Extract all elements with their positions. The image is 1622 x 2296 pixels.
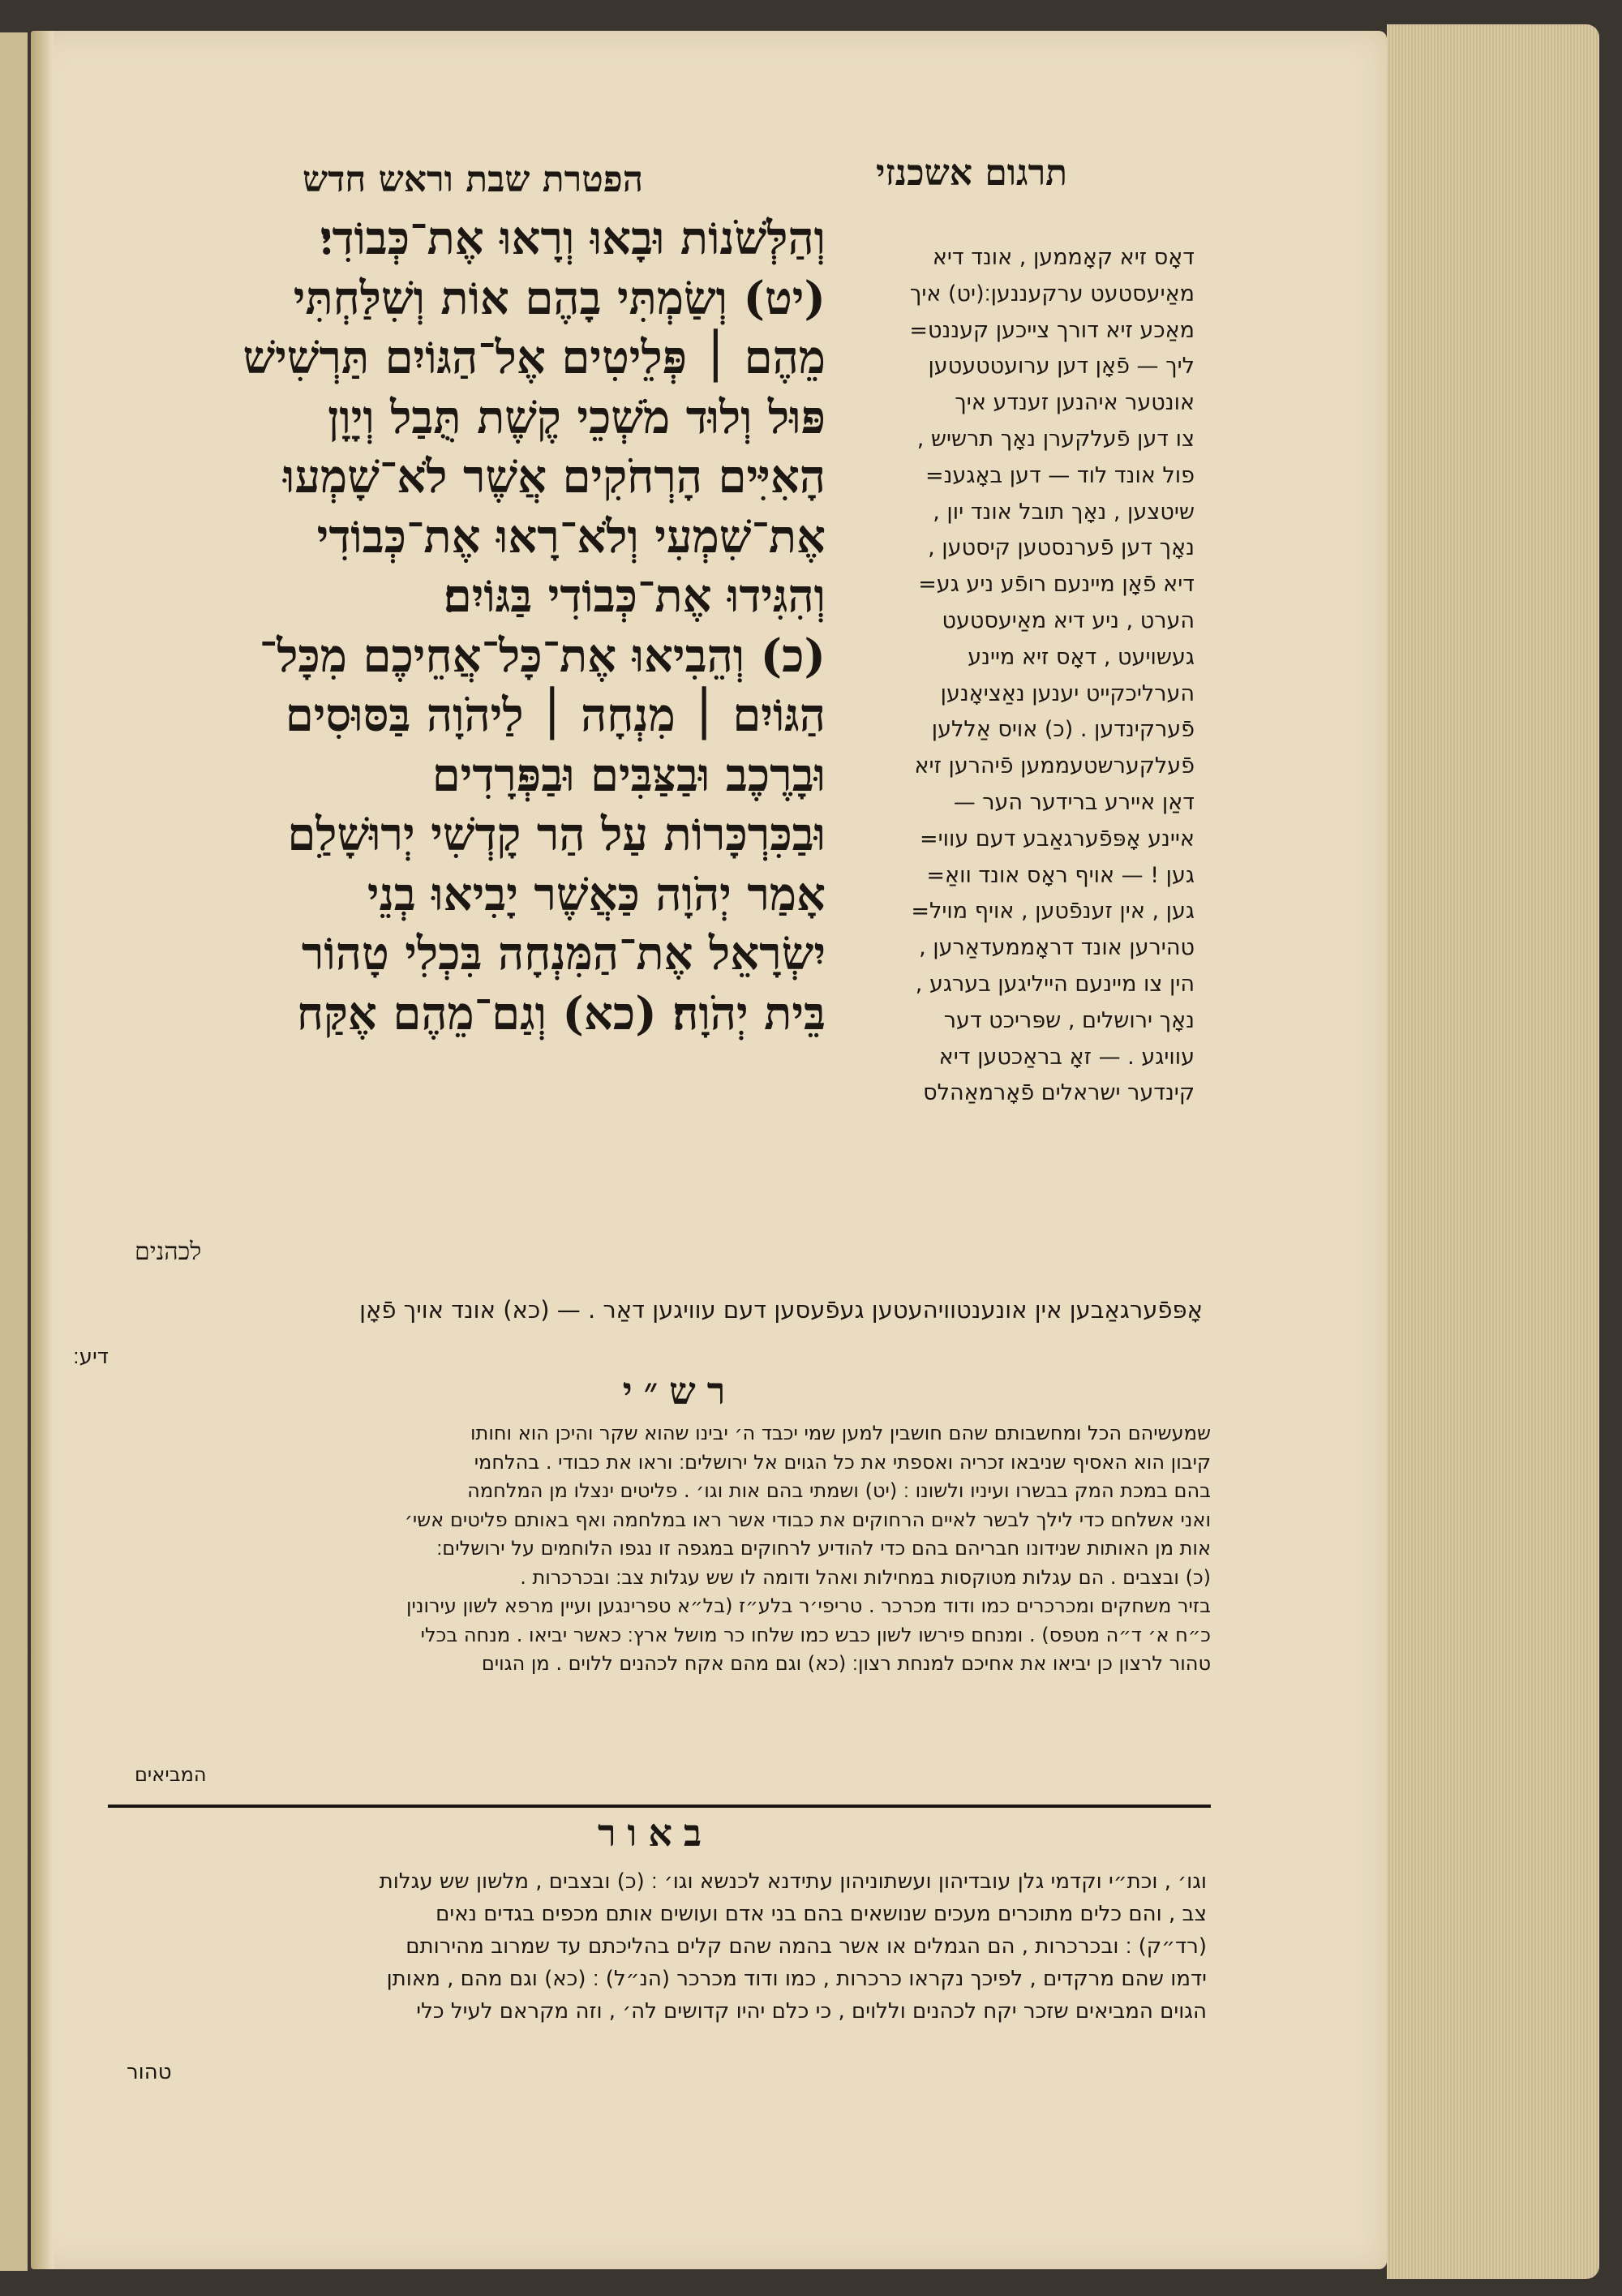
rashi-line: (כ) ובצבים . הם עגלות מטוקסות במחילות ואהל ודומה לו שש עגלות צב׃ ובכרכרות . xyxy=(520,1565,1211,1589)
biur-line: הגוים המביאים שזכר יקח לכהנים וללוים , כי כלם יהיו קדושים לה׳ , וזה מקראם לעיל כלי xyxy=(416,1999,1207,2023)
hebrew-line: בֵּית יְהֹוָה׃ (כא) וְגַם־מֵהֶם אֶקַּח xyxy=(296,986,826,1041)
hebrew-line: (כ) וְהֵבִיאוּ אֶת־כָּל־אֲחֵיכֶם מִכָּל־ xyxy=(259,629,826,683)
hebrew-text-column xyxy=(79,209,826,1044)
translation-catchword: דיע׃ xyxy=(73,1345,109,1369)
rashi-line: טהור לרצון כן יביאו את אחיכם למנחת רצון׃ (כא) וגם מהם אקח לכהנים ללוים . מן הגוים xyxy=(481,1652,1211,1675)
translation-header: תרגום אשכנזי xyxy=(875,152,1068,194)
hebrew-line: הַגּוֹיִם ׀ מִנְחָה ׀ לַיהֹוָה בַּסּוּסִים xyxy=(285,689,826,742)
translation-line: געשויעט , דאָס זיא מיינע xyxy=(968,644,1195,670)
translation-line: עוויגע . — זאָ בראַכטען דיא xyxy=(938,1044,1195,1070)
translation-line: טהירען אונד דראָממעדאַרען , xyxy=(919,935,1195,961)
rashi-line: כ״ח א׳ ד״ה מטפס) . ומנחם פירשו לשון כבש כמו שלחו כר מושל ארץ׃ כאשר יביאו . מנחה בכלי xyxy=(420,1623,1211,1646)
hebrew-line: וּבָרֶכֶב וּבַצַּבִּים וּבַפְּרָדִים xyxy=(431,748,826,802)
rashi-commentary xyxy=(75,1419,1211,1679)
hebrew-line: וְהִגִּידוּ אֶת־כְּבוֹדִי בַּגּוֹיִם׃ xyxy=(443,569,826,623)
translation-line: מאַיעסטעט ערקעננען׃(יט) איך xyxy=(909,281,1195,307)
biur-line: (רד״ק) ׃ ובכרכרות , הם הגמלים או אשר בהמה שהם קלים בהליכתם עד שמרוב מהירותם xyxy=(406,1934,1207,1959)
rashi-line: קיבון הוא האסיף שניבאו זכריה ואספתי את כל הגוים אל ירושלים׃ וראו את כבודי . בהלחמי xyxy=(474,1450,1211,1474)
translation-line: מאַכע זיא דורך צייכען קעננט= xyxy=(909,317,1195,343)
biur-line: צב , והם כלים מתוכרים מעכים שנושאים בהם בני אדם ועושים אותם מכפים בגדים נאים xyxy=(436,1902,1207,1926)
hebrew-line: אָמַר יְהֹוָה כַּאֲשֶׁר יָבִיאוּ בְנֵי xyxy=(367,867,826,921)
hebrew-line: וּבַכִּרְכָּרוֹת עַל הַר קָדְשִׁי יְרוּשָׁלִַם xyxy=(287,808,826,861)
translation-line: גען , אין זענפֿטען , אויף מויל= xyxy=(911,899,1195,925)
translation-line: נאָך דען פֿערנסטען קיסטען , xyxy=(928,535,1195,561)
rashi-catchword: המביאים xyxy=(135,1763,207,1786)
biur-line: וגו׳ , וכת״י וקדמי גלן עובדיהון ועשתוניהון עתידנא לכנשא וגו׳ ׃ (כ) ובצבים , מלשון שש עגלות xyxy=(379,1869,1207,1894)
haftarah-header: הפטרת שבת וראש חדש xyxy=(302,159,644,200)
page-block-edges xyxy=(1387,24,1599,2279)
translation-line: דאָס זיא קאָממען , אונד דיא xyxy=(932,245,1195,270)
rashi-line: בהם במכת המק בבשרו ועיניו ולשונו ׃ (יט) ושמתי בהם אות וגו׳ . פליטים ינצלו מן המלחמה xyxy=(467,1479,1211,1502)
rashi-line: בזיר משחקים ומכרכרים כמו ודוד מכרכר . טריפי׳ר בלע״ז (בל״א טפרינגען ועיין מרפא לשון עירונין xyxy=(406,1594,1211,1617)
rashi-line: אות מן האותות שנידונו חבריהם בהם כדי להודיע לרחוקים במגפה זו נגפו הלוחמים על ירושלים׃ xyxy=(436,1537,1211,1560)
hebrew-line: הָאִיִּים הָרְחֹקִים אֲשֶׁר לֹא־שָׁמְעוּ xyxy=(283,450,826,504)
previous-page-edge xyxy=(0,32,28,2271)
translation-line: הערט , ניע דיא מאַיעסטעט xyxy=(942,607,1195,633)
translation-line: דאַן איירע ברידער הער — xyxy=(953,789,1195,815)
translation-line: פֿערקינדען . (כ) אויס אַללען xyxy=(931,717,1195,743)
biur-line: ידמו שהם מרקדים , לפיכך נקראו כרכרות , כמו ודוד מכרכר (הנ״ל) ׃ (כא) וגם מהם , מאותן xyxy=(386,1967,1207,1991)
biur-commentary xyxy=(112,1865,1207,2028)
translation-line: גען ! — אויף ראָס אונד וואַ= xyxy=(926,862,1195,888)
hebrew-line: אֶת־שִׁמְעִי וְלֹא־רָאוּ אֶת־כְּבוֹדִי xyxy=(316,509,826,564)
hebrew-line: (יט) וְשַׂמְתִּי בָהֶם אוֹת וְשִׁלַּחְתִּי xyxy=(293,271,826,325)
translation-line: שיטצען , נאָך תובל אונד יון , xyxy=(933,499,1195,525)
hebrew-line: יִשְׂרָאֵל אֶת־הַמִּנְחָה בִּכְלִי טָהוֹר xyxy=(301,927,826,981)
hebrew-line: פּוּל וְלוּד מֹשְׁכֵי קֶשֶׁת תֻּבַל וְיָוָן xyxy=(328,390,826,444)
section-divider xyxy=(108,1805,1211,1808)
translation-line: אונטער איהנען זענדע איך xyxy=(955,390,1195,416)
translation-column xyxy=(822,240,1195,1112)
translation-line: הין צו מיינעם הייליגען בערגע , xyxy=(915,971,1195,997)
hebrew-catchword: לכהנים xyxy=(135,1238,202,1266)
biur-catchword: טהור xyxy=(127,2060,172,2084)
biur-title: באור xyxy=(597,1811,714,1855)
hebrew-line: וְהַלְּשֹׁנוֹת וּבָאוּ וְרָאוּ אֶת־כְּבוֹדִי׃ xyxy=(320,212,826,265)
translation-line: איינע אָפּפֿערגאַבע דעם עווי= xyxy=(919,826,1195,852)
translation-line: ליך — פֿאָן דען ערועטטעטען xyxy=(928,354,1195,380)
page-gutter xyxy=(31,31,54,2269)
rashi-title: רש״י xyxy=(622,1369,737,1413)
translation-line: צו דען פֿעלקערן נאָך תרשיש , xyxy=(916,426,1195,452)
translation-line: נאָך ירושלים , שפּריכט דער xyxy=(943,1007,1195,1033)
translation-line: פול אונד לוד — דען באָגענ= xyxy=(925,462,1195,488)
rashi-line: ואני אשלחם כדי לילך לבשר לאיים הרחוקים את כבודי אשר ראו במלחמה ואף באותם פליטים אשי׳ xyxy=(404,1508,1211,1531)
translation-last-line: אָפּפֿערגאַבען אין אונענטוויהעטען געפֿעסען דעם עוויגען דאַר . — (כא) אונד אויך פֿאָן xyxy=(359,1296,1203,1324)
book-page xyxy=(31,31,1387,2269)
rashi-line: שמעשיהם הכל ומחשבותם שהם חושבין למען שמי יכבד ה׳ יבינו שהוא שקר והיכן הוא וחותו xyxy=(470,1422,1211,1444)
translation-line: פֿעלקערשטעממען פֿיהרען זיא xyxy=(914,753,1195,779)
translation-line: הערליכקייט יענען נאַציאָנען xyxy=(940,680,1195,706)
translation-line: קינדער ישראלים פֿאָרמאַהלס xyxy=(923,1080,1195,1106)
hebrew-line: מֵהֶם ׀ פְּלֵיטִים אֶל־הַגּוֹיִם תַּרְשִׁישׁ xyxy=(242,331,826,384)
translation-line: דיא פֿאָן מיינעם רופֿע ניע גע= xyxy=(918,572,1195,598)
